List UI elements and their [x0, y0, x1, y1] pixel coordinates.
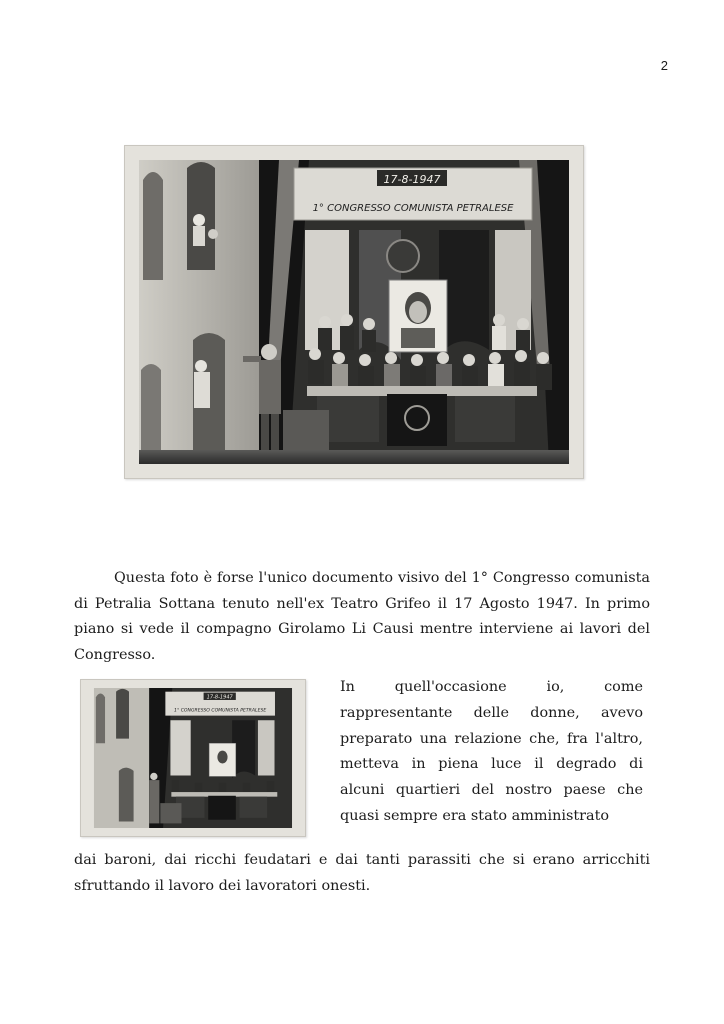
hammer-sickle-emblem: [387, 240, 419, 272]
paragraph-intro: Questa foto è forse l'unico documento visivo del 1° Congresso comunista di Petralia Sottana tenuto nell'ex Teatro Grifeo il 17 Agosto 1947. In primo piano si vede il compagno Girolamo Li Causi mentre interviene ai lavori del Congresso.: [74, 570, 650, 663]
congress-photo-small: [80, 679, 306, 837]
page-number: 2: [660, 58, 668, 73]
paragraph-report: In quell'occasione io, come rappresentante delle donne, avevo preparato una relazione che, fra l'altro, metteva in piena luce il degrado di alcuni quartieri del nostro paese che quasi sempre era stato amministrato: [340, 679, 643, 824]
congress-photo-image: [139, 160, 569, 464]
paragraph-conclusion: dai baroni, dai ricchi feudatari e dai tanti parassiti che si erano arricchiti sfruttando il lavoro dei lavoratori onesti.: [74, 852, 650, 894]
thumbnail-banner-title: 1° CONGRESSO COMUNISTA PETRALESE: [174, 708, 267, 714]
congress-photo-thumbnail: [89, 688, 297, 828]
podium: [283, 410, 329, 454]
congress-photo-large: [124, 145, 584, 479]
table-right: [455, 396, 515, 442]
banner-date: 17-8-1947: [383, 173, 441, 186]
table-center: [387, 394, 447, 446]
thumbnail-banner-date: 17-8-1947: [206, 694, 233, 701]
banner-title: 1° CONGRESSO COMUNISTA PETRALESE: [312, 203, 514, 214]
